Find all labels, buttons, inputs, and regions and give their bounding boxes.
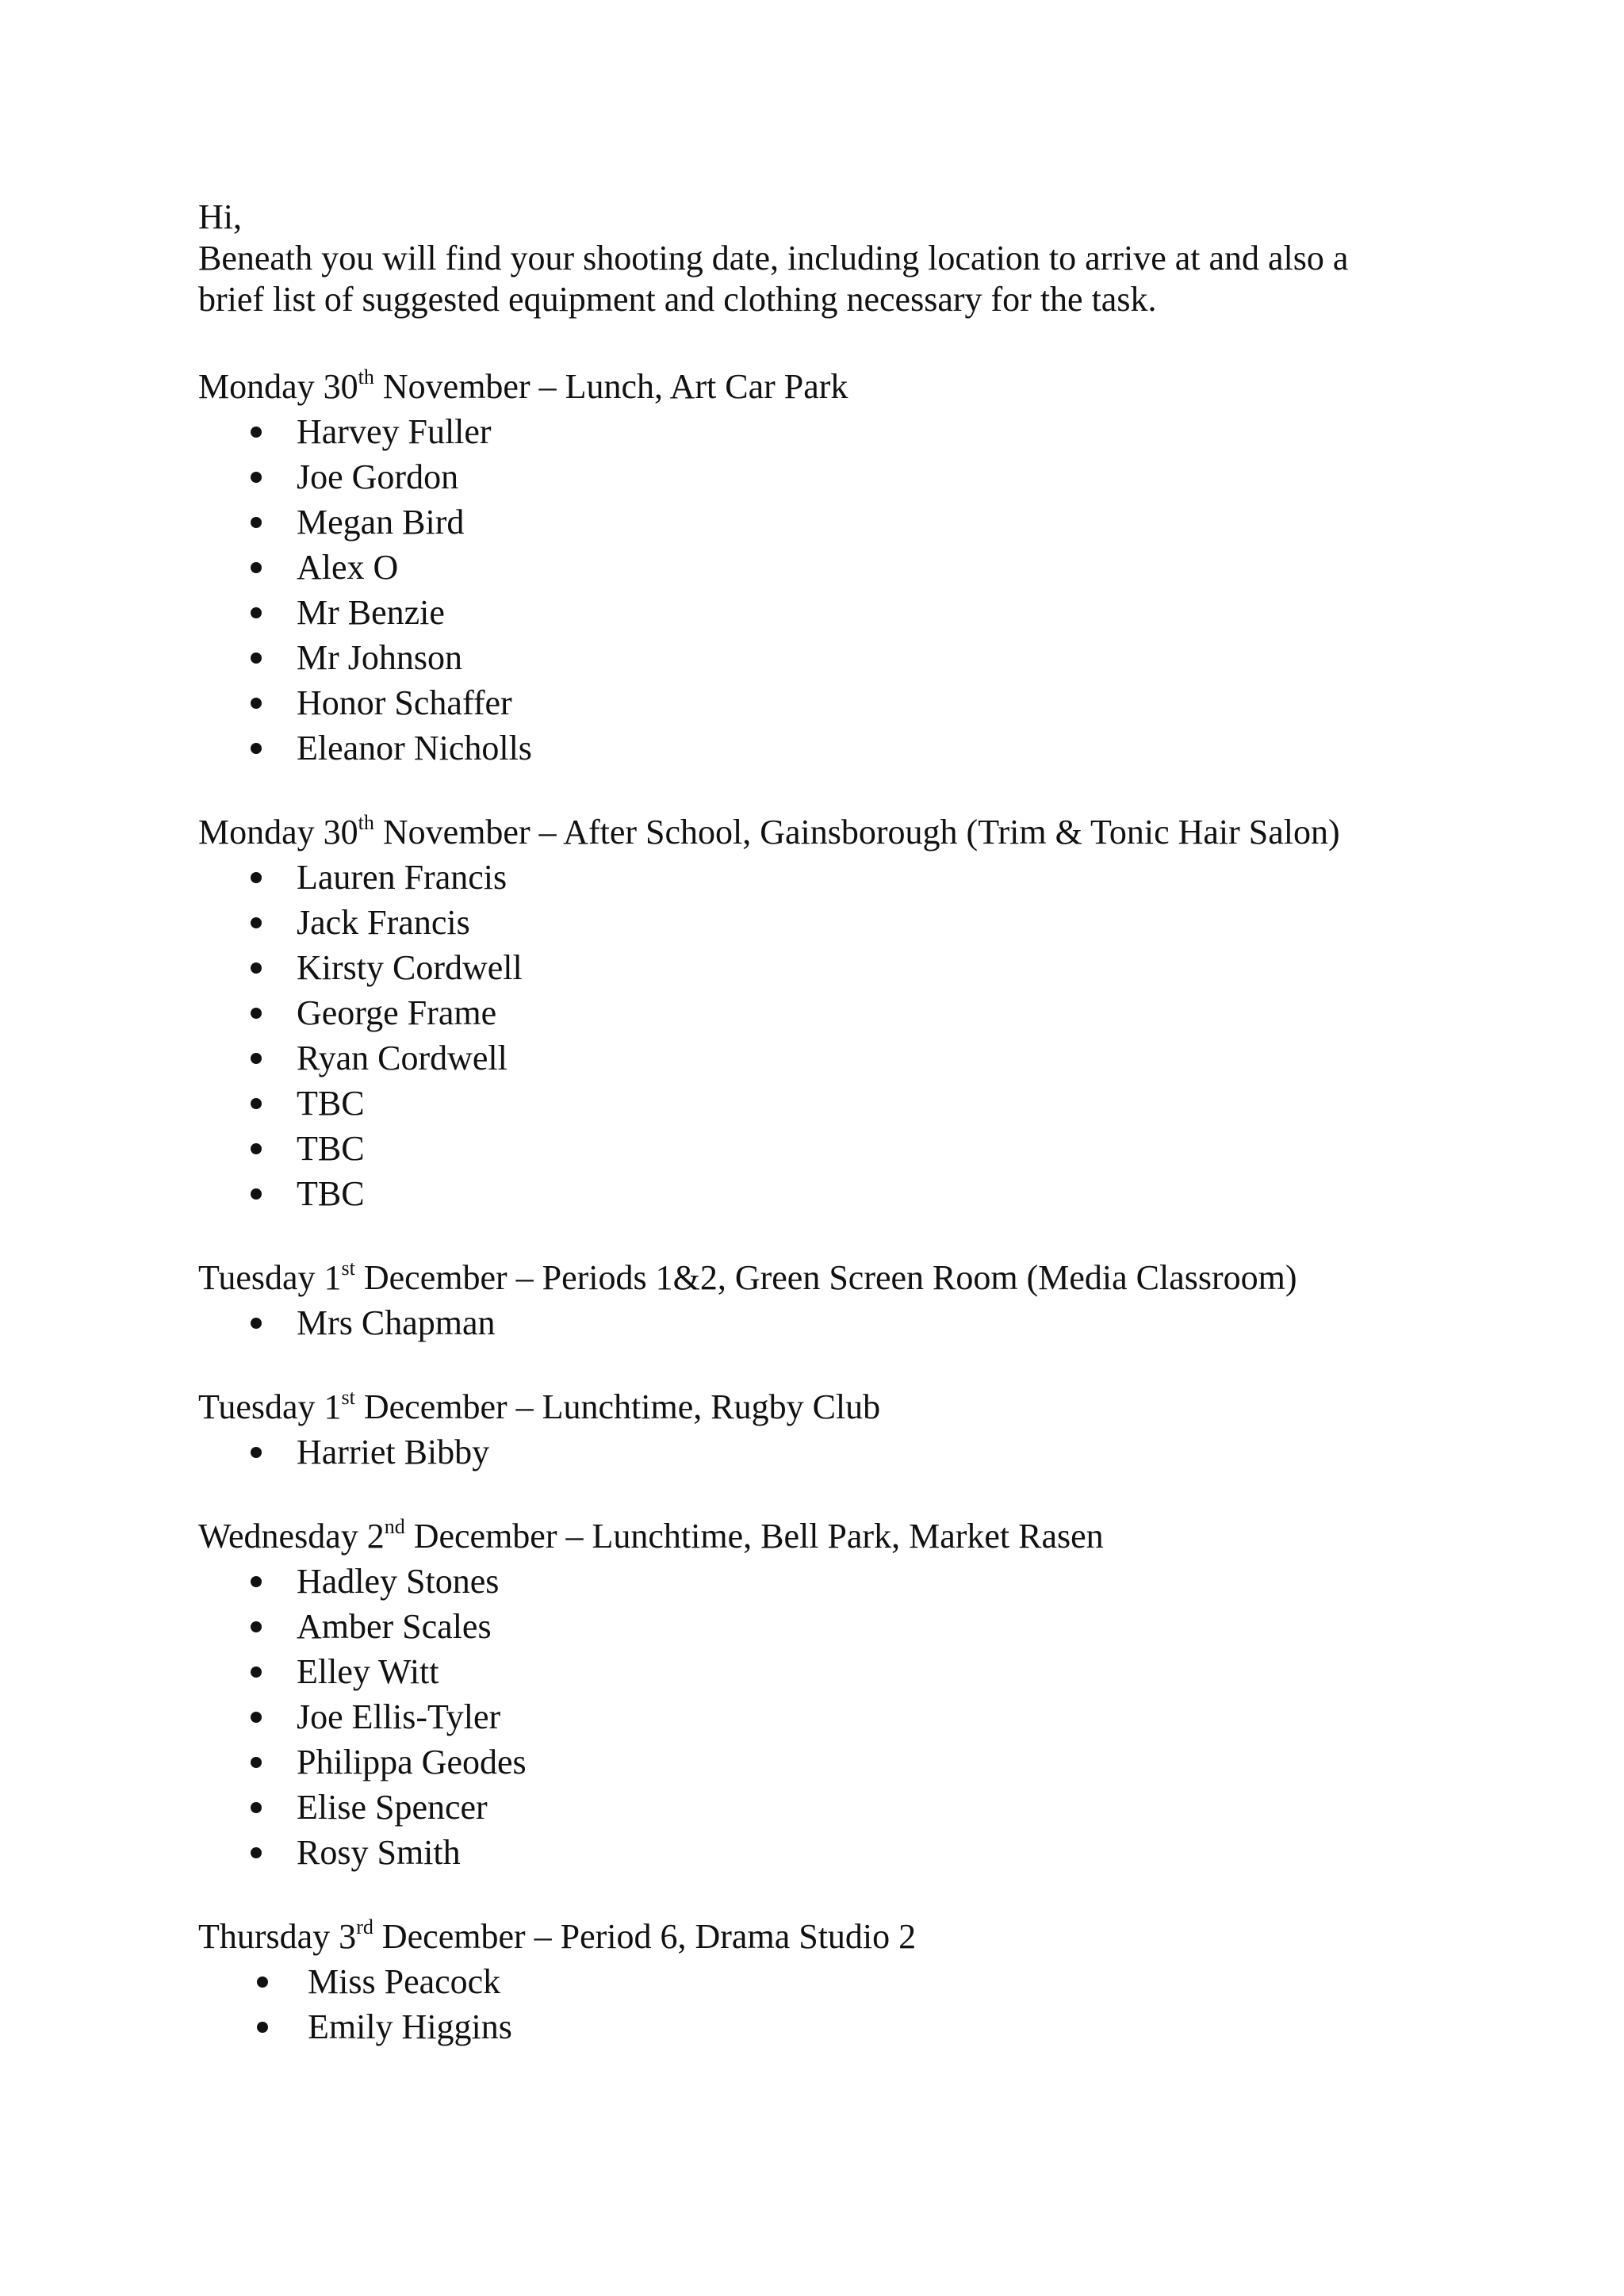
attendee-name: Elise Spencer [297, 1788, 488, 1827]
attendee-name: Rosy Smith [297, 1833, 461, 1872]
list-item [198, 990, 1435, 1035]
attendee-name: Elley Witt [297, 1652, 439, 1691]
bullet-icon [251, 1621, 262, 1632]
attendee-list [198, 855, 1435, 1216]
ordinal-suffix: rd [356, 1915, 373, 1939]
session-day: Monday 30 [198, 367, 358, 406]
bullet-icon [251, 1576, 262, 1587]
attendee-name: Harriet Bibby [297, 1433, 490, 1471]
session-details: December – Periods 1&2, Green Screen Room (Media Classroom) [354, 1258, 1297, 1297]
ordinal-suffix: st [341, 1386, 355, 1410]
session-details: December – Period 6, Drama Studio 2 [373, 1917, 917, 1956]
intro-line-1: Beneath you will find your shooting date, including location to arrive at and also a [198, 239, 1349, 277]
session-heading [198, 810, 1435, 855]
bullet-icon [251, 1667, 262, 1678]
attendee-name: Harvey Fuller [297, 412, 492, 451]
list-item [198, 1830, 1435, 1875]
attendee-name: TBC [297, 1084, 365, 1123]
attendee-name: Mrs Chapman [297, 1303, 496, 1342]
attendee-list [198, 1300, 1435, 1345]
attendee-list [198, 409, 1435, 771]
session-heading [198, 1915, 1435, 1959]
attendee-name: Mr Benzie [297, 593, 445, 632]
spacer [198, 1345, 1435, 1385]
attendee-name: Hadley Stones [297, 1562, 500, 1601]
list-item [198, 945, 1435, 990]
bullet-icon [251, 1447, 262, 1458]
session-details: November – After School, Gainsborough (Trim & Tonic Hair Salon) [373, 813, 1340, 851]
bullet-icon [251, 517, 262, 528]
list-item [198, 1126, 1435, 1171]
bullet-icon [251, 962, 262, 974]
session-list [198, 365, 1435, 2049]
ordinal-suffix: st [341, 1257, 355, 1280]
attendee-name: Joe Gordon [297, 457, 459, 496]
session-day: Tuesday 1 [198, 1387, 342, 1426]
bullet-icon [251, 472, 262, 483]
attendee-name: Emily Higgins [308, 2007, 512, 2046]
spacer [198, 771, 1435, 810]
attendee-name: TBC [297, 1174, 365, 1213]
session-heading [198, 1256, 1435, 1300]
attendee-name: Amber Scales [297, 1607, 492, 1646]
ordinal-suffix: th [358, 365, 374, 389]
session-day: Tuesday 1 [198, 1258, 342, 1297]
list-item [198, 1604, 1435, 1649]
attendee-name: Lauren Francis [297, 858, 508, 897]
session-heading [198, 1514, 1435, 1559]
bullet-icon [251, 1188, 262, 1200]
attendee-name: Joe Ellis-Tyler [297, 1697, 501, 1736]
bullet-icon [251, 1053, 262, 1064]
bullet-icon [251, 872, 262, 883]
spacer [198, 1475, 1435, 1514]
bullet-icon [251, 917, 262, 928]
list-item [198, 1649, 1435, 1694]
list-item [198, 1959, 1435, 2004]
session-heading [198, 365, 1435, 409]
attendee-name: Philippa Geodes [297, 1743, 527, 1781]
session-details: December – Lunchtime, Rugby Club [354, 1387, 881, 1426]
bullet-icon [251, 1008, 262, 1019]
session-day: Monday 30 [198, 813, 358, 851]
spacer [198, 320, 1435, 365]
attendee-name: TBC [297, 1129, 365, 1168]
list-item [198, 1429, 1435, 1475]
intro-line-2: brief list of suggested equipment and clothing necessary for the task. [198, 280, 1157, 319]
attendee-name: Jack Francis [297, 903, 470, 942]
attendee-name: George Frame [297, 993, 497, 1032]
session-heading [198, 1385, 1435, 1429]
bullet-icon [251, 1098, 262, 1109]
session-details: December – Lunchtime, Bell Park, Market Rasen [404, 1517, 1104, 1556]
bullet-icon [251, 743, 262, 754]
attendee-name: Alex O [297, 548, 399, 587]
list-item [198, 900, 1435, 945]
list-item [198, 1300, 1435, 1345]
bullet-icon [251, 1757, 262, 1768]
bullet-icon [251, 1802, 262, 1813]
list-item [198, 545, 1435, 590]
bullet-icon [251, 1712, 262, 1723]
list-item [198, 1694, 1435, 1739]
list-item [198, 590, 1435, 635]
attendee-list [198, 1559, 1435, 1875]
attendee-name: Ryan Cordwell [297, 1039, 508, 1077]
bullet-icon [257, 1976, 268, 1988]
bullet-icon [251, 427, 262, 438]
greeting: Hi, [198, 197, 242, 236]
list-item [198, 1035, 1435, 1081]
list-item [198, 2004, 1435, 2049]
bullet-icon [251, 1847, 262, 1858]
list-item [198, 1559, 1435, 1604]
list-item [198, 1739, 1435, 1785]
ordinal-suffix: th [358, 811, 374, 835]
attendee-list [198, 1429, 1435, 1475]
list-item [198, 499, 1435, 545]
attendee-name: Mr Johnson [297, 638, 463, 677]
attendee-name: Kirsty Cordwell [297, 948, 523, 987]
spacer [198, 1216, 1435, 1256]
bullet-icon [251, 562, 262, 573]
bullet-icon [251, 1143, 262, 1154]
attendee-name: Miss Peacock [308, 1962, 501, 2001]
session-day: Thursday 3 [198, 1917, 357, 1956]
list-item [198, 1171, 1435, 1216]
attendee-name: Megan Bird [297, 503, 465, 541]
list-item [198, 1785, 1435, 1830]
session-details: November – Lunch, Art Car Park [373, 367, 848, 406]
attendee-name: Eleanor Nicholls [297, 729, 532, 767]
bullet-icon [251, 1318, 262, 1329]
attendee-list [198, 1959, 1435, 2049]
bullet-icon [257, 2022, 268, 2033]
session-day: Wednesday 2 [198, 1517, 385, 1556]
ordinal-suffix: nd [384, 1515, 405, 1539]
list-item [198, 725, 1435, 771]
document-page [198, 197, 1435, 2049]
bullet-icon [251, 652, 262, 664]
spacer [198, 1875, 1435, 1915]
list-item [198, 635, 1435, 680]
list-item [198, 680, 1435, 725]
attendee-name: Honor Schaffer [297, 683, 512, 722]
bullet-icon [251, 607, 262, 618]
list-item [198, 454, 1435, 499]
list-item [198, 855, 1435, 900]
list-item [198, 409, 1435, 454]
bullet-icon [251, 698, 262, 709]
list-item [198, 1081, 1435, 1126]
